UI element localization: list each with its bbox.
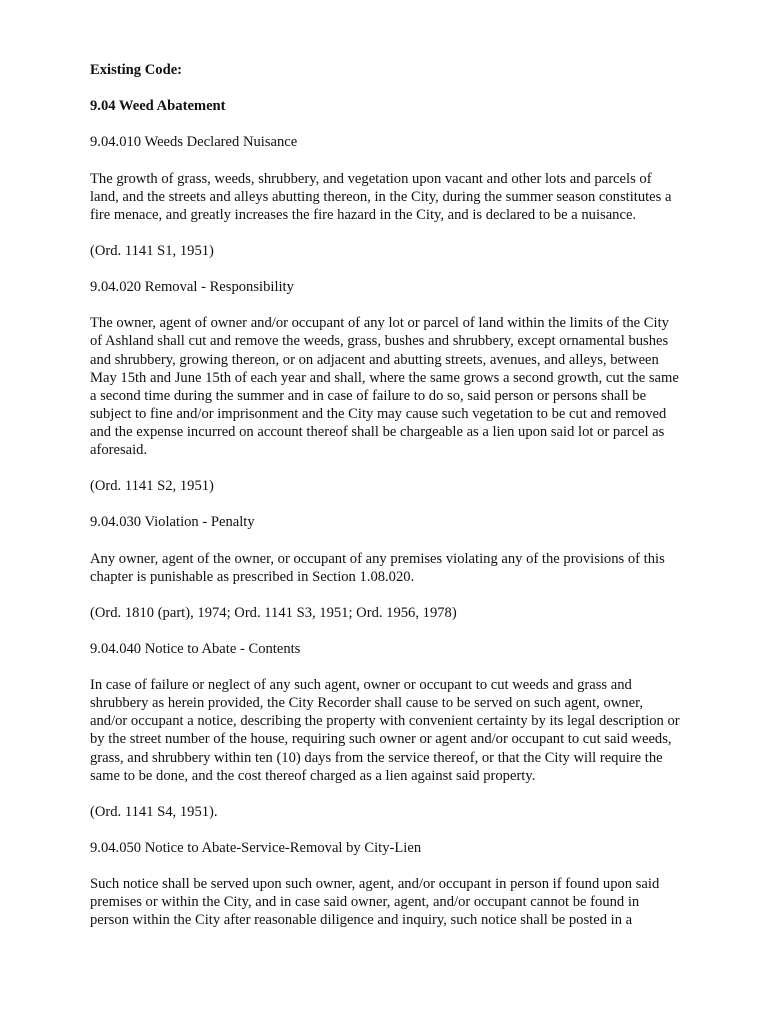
section-body: The owner, agent of owner and/or occupant of any lot or parcel of land within the limits of the City of Ashland shall cut and remove the weeds, grass, bushes and shrubbery, except ornamental bushes and shrubbery, growing thereon, or on adjacent and abutting streets, avenues, and alleys, between May 15th and June 15th of each year and shall, where the same grows a second growth, cut the same a second time during the summer and in case of failure to do so, said person or persons shall be subject to fine and/or imprisonment and the City may cause such vegetation to be cut and removed and the expense incurred on account thereof shall be chargeable as a lien upon said lot or parcel as aforesaid. [90, 315, 679, 458]
section-title: 9.04.020 Removal - Responsibility [90, 279, 294, 296]
section-citation: (Ord. 1141 S4, 1951). [90, 803, 218, 820]
section-citation: (Ord. 1141 S2, 1951) [90, 478, 214, 495]
section-title: 9.04.050 Notice to Abate-Service-Removal by City-Lien [90, 840, 422, 857]
section-citation: (Ord. 1141 S1, 1951) [90, 242, 214, 259]
section-title: 9.04.030 Violation - Penalty [90, 514, 255, 531]
section-title: 9.04.010 Weeds Declared Nuisance [90, 134, 298, 151]
chapter-title: 9.04 Weed Abatement [90, 98, 226, 115]
section-citation: (Ord. 1810 (part), 1974; Ord. 1141 S3, 1951; Ord. 1956, 1978) [90, 604, 457, 621]
intro-heading: Existing Code: [90, 62, 183, 78]
section-title: 9.04.040 Notice to Abate - Contents [90, 641, 301, 657]
section-body: In case of failure or neglect of any such agent, owner or occupant to cut weeds and grass and shrubbery as herein provided, the City Recorder shall cause to be served on such agent, owner, and/or occupant a notice, describing the property with convenient certainty by its legal description or by the street number of the house, requiring such owner or agent and/or occupant to cut said weeds, grass, and shrubbery within ten (10) days from the service thereof, or that the City will require the same to be done, and the cost thereof charged as a lien against said property. [90, 677, 680, 784]
section-body: Any owner, agent of the owner, or occupant of any premises violating any of the provisions of this chapter is punishable as prescribed in Section 1.08.020. [90, 550, 665, 585]
section-body: The growth of grass, weeds, shrubbery, and vegetation upon vacant and other lots and parcels of land, and the streets and alleys abutting thereon, in the City, during the summer season constitutes a fire menace, and greatly increases the fire hazard in the City, and is declared to be a nuisance. [90, 170, 672, 223]
section-body: Such notice shall be served upon such owner, agent, and/or occupant in person if found upon said premises or within the City, and in case said owner, agent, and/or occupant cannot be found in person within the City after reasonable diligence and inquiry, such notice shall be posted in a [90, 876, 660, 929]
document-page [90, 61, 680, 948]
